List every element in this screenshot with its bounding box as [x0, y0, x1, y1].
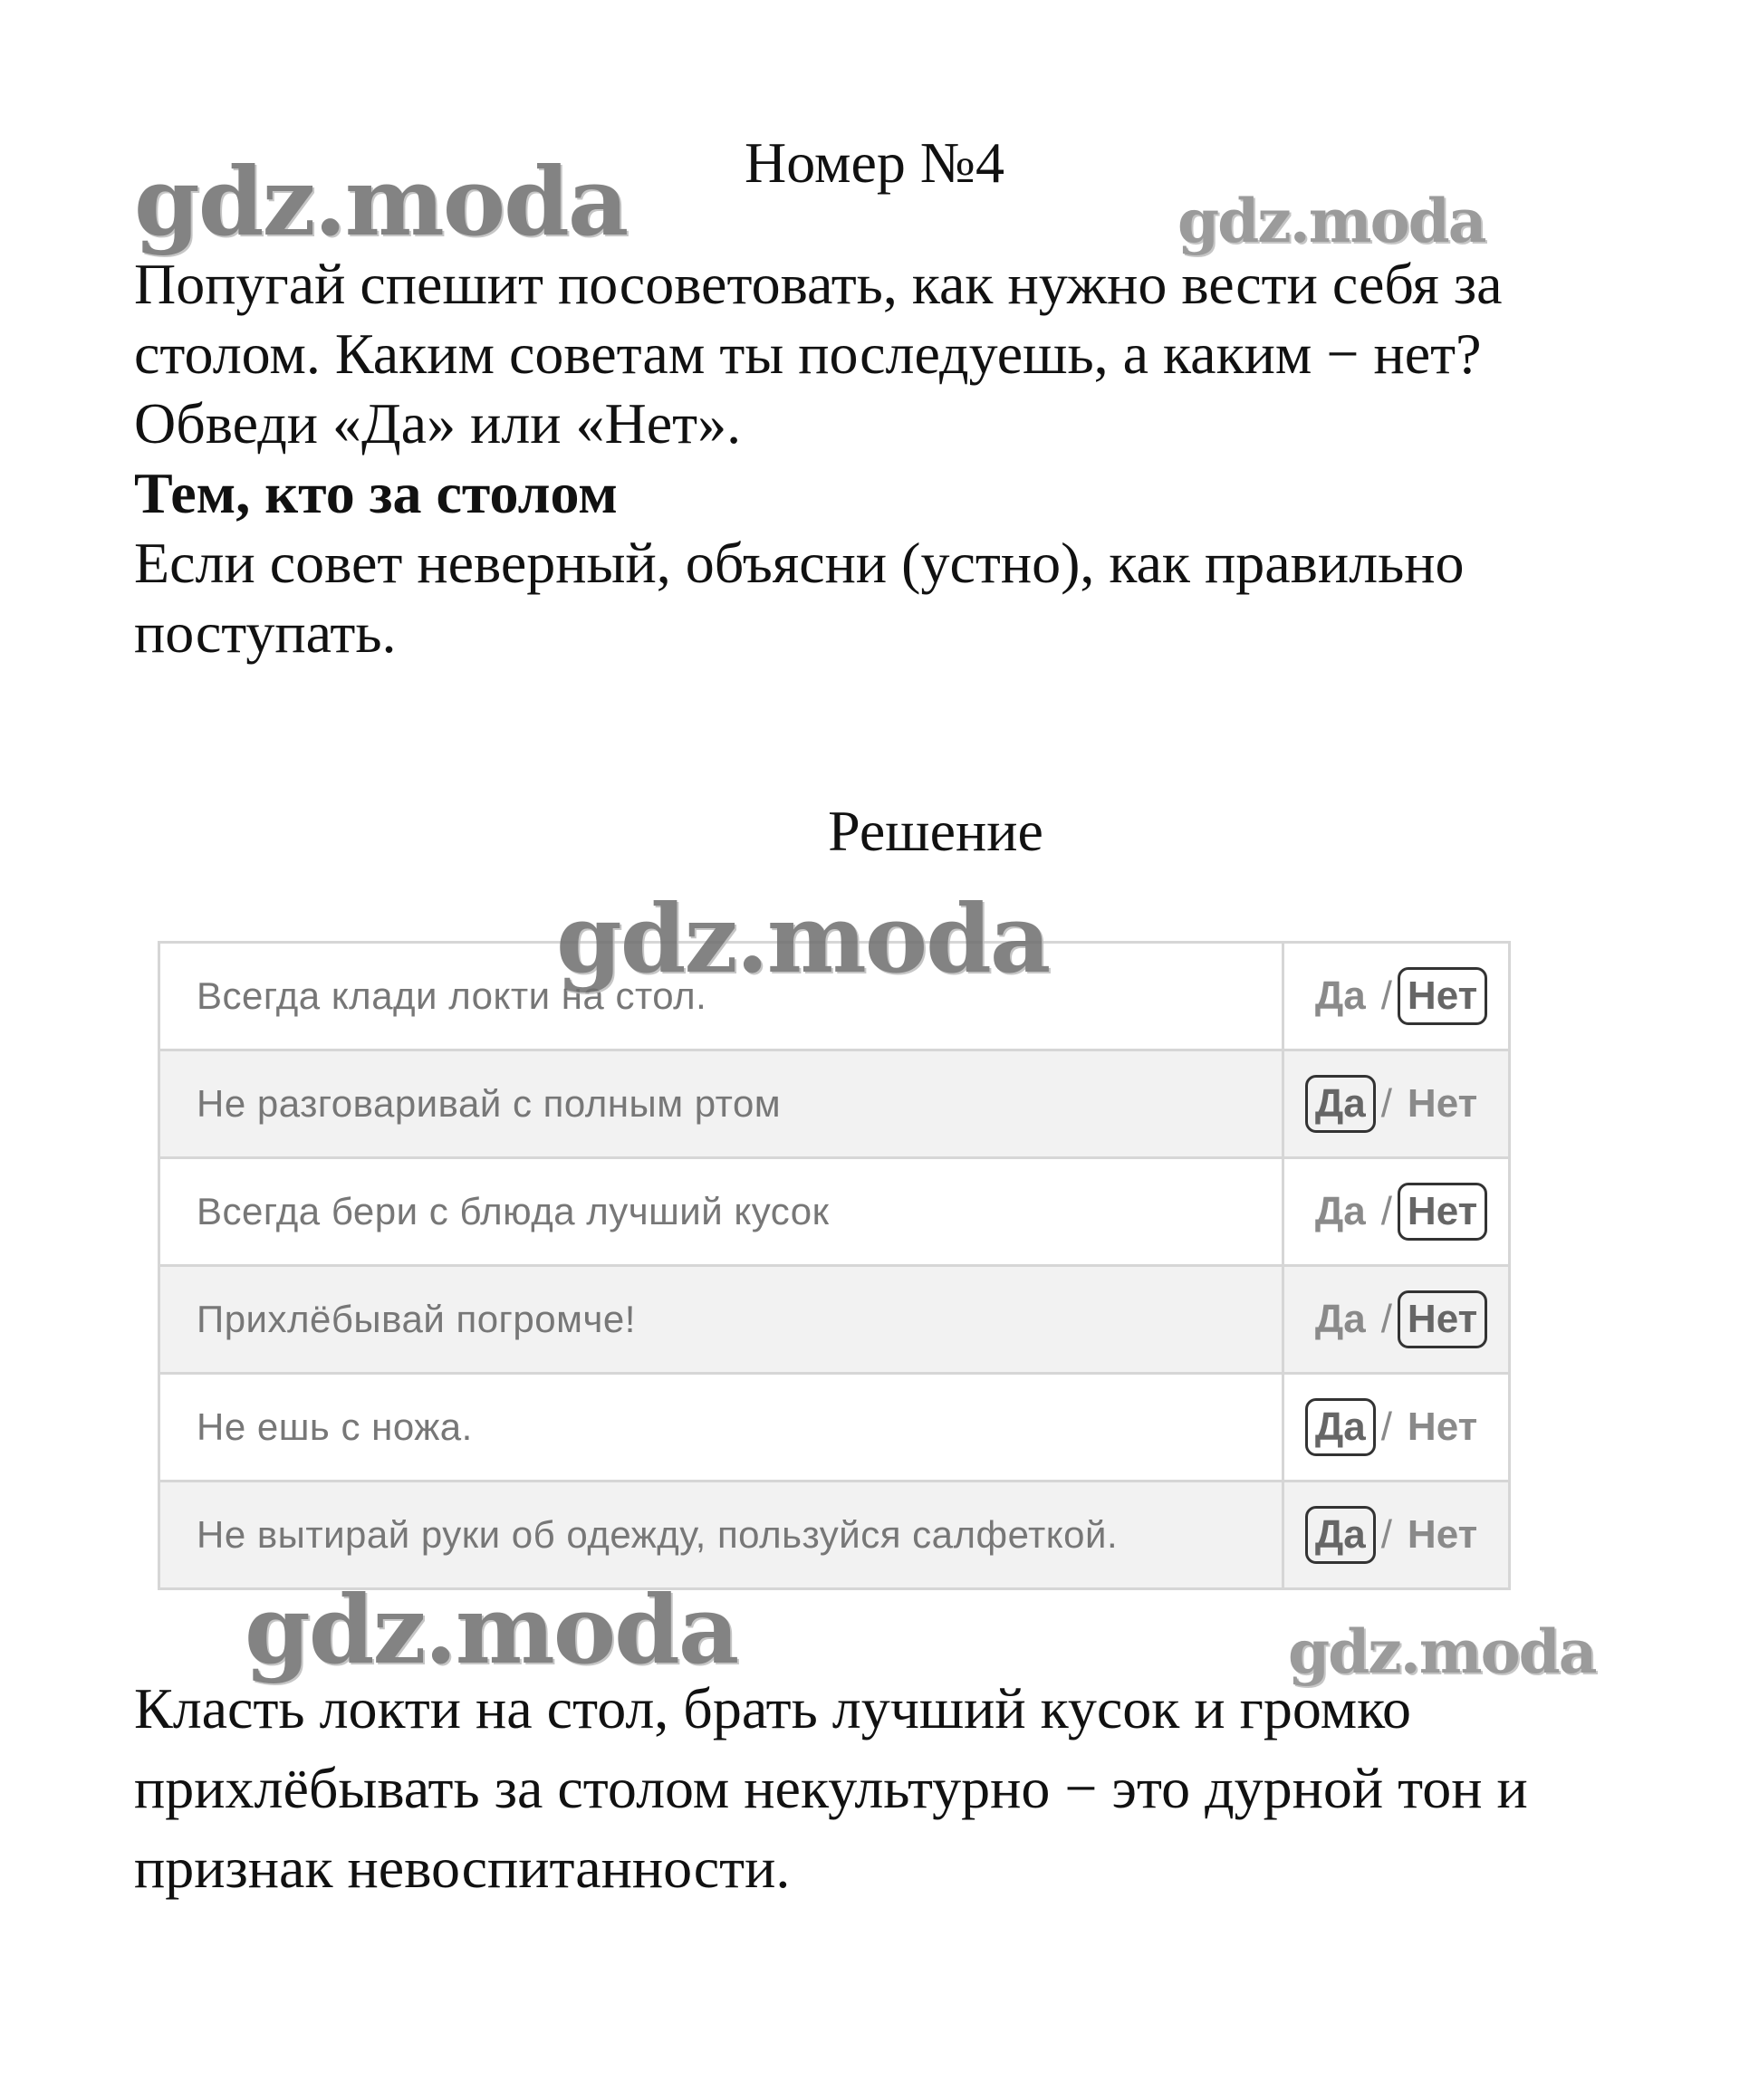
answer-no-option: Нет: [1398, 1183, 1487, 1241]
watermark-logo: gdz.moda: [1177, 186, 1485, 256]
page-title: Номер №4: [745, 130, 1004, 195]
advice-text: Не вытирай руки об одежду, пользуйся салфеткой.: [159, 1482, 1283, 1589]
table-row: [159, 1050, 1510, 1158]
answer-choice: [1283, 1374, 1510, 1482]
task-text-line-1: Попугай спешит посоветовать, как нужно вести себя за: [134, 252, 1503, 316]
answer-choice: [1283, 1050, 1510, 1158]
answer-table: [158, 941, 1511, 1590]
answer-no-option: Нет: [1398, 1290, 1487, 1348]
task-text-line-2: столом. Каким советам ты последуешь, а каким − нет?: [134, 321, 1482, 386]
advice-text: Не разговаривай с полным ртом: [159, 1050, 1283, 1158]
explanation-line-3: признак невоспитанности.: [134, 1836, 791, 1900]
answer-yes-option: Да: [1305, 1398, 1376, 1456]
watermark-logo: gdz.moda: [1288, 1616, 1596, 1687]
answer-separator: /: [1380, 1512, 1392, 1557]
task-instruction-line-1: Если совет неверный, объясни (устно), как правильно: [134, 531, 1465, 595]
answer-no-option: Нет: [1407, 1512, 1478, 1557]
task-text-line-3: Обведи «Да» или «Нет».: [134, 391, 742, 455]
answer-no-option: Нет: [1407, 1081, 1478, 1126]
watermark-logo: gdz.moda: [245, 1574, 738, 1685]
answer-choice: [1283, 1158, 1510, 1266]
table-row: [159, 1374, 1510, 1482]
task-subheading: Тем, кто за столом: [134, 461, 618, 525]
advice-text: Не ешь с ножа.: [159, 1374, 1283, 1482]
task-instruction-line-2: поступать.: [134, 600, 397, 665]
watermark-logo: gdz.moda: [134, 146, 628, 257]
table-row: [159, 1482, 1510, 1589]
answer-separator: /: [1380, 1405, 1392, 1449]
answer-separator: /: [1380, 1081, 1392, 1126]
table-row: [159, 1158, 1510, 1266]
answer-yes-option: Да: [1305, 1506, 1376, 1564]
answer-no-option: Нет: [1398, 967, 1487, 1025]
answer-yes-option: Да: [1314, 1189, 1366, 1233]
table-row: [159, 1266, 1510, 1374]
solution-title: Решение: [828, 799, 1043, 863]
explanation-line-1: Класть локти на стол, брать лучший кусок и громко: [134, 1676, 1411, 1740]
answer-choice: [1283, 1266, 1510, 1374]
advice-text: Всегда клади локти на стол.: [159, 943, 1283, 1050]
explanation-line-2: прихлёбывать за столом некультурно − это дурной тон и: [134, 1756, 1528, 1820]
answer-separator: /: [1380, 1189, 1392, 1233]
answer-no-option: Нет: [1407, 1405, 1478, 1449]
answer-yes-option: Да: [1314, 973, 1366, 1018]
watermark-logo: gdz.moda: [556, 883, 1050, 994]
answer-separator: /: [1380, 1297, 1392, 1341]
answer-separator: /: [1380, 973, 1392, 1018]
answer-choice: [1283, 1482, 1510, 1589]
advice-text: Всегда бери с блюда лучший кусок: [159, 1158, 1283, 1266]
advice-text: Прихлёбывай погромче!: [159, 1266, 1283, 1374]
answer-choice: [1283, 943, 1510, 1050]
answer-yes-option: Да: [1314, 1297, 1366, 1341]
answer-yes-option: Да: [1305, 1075, 1376, 1133]
